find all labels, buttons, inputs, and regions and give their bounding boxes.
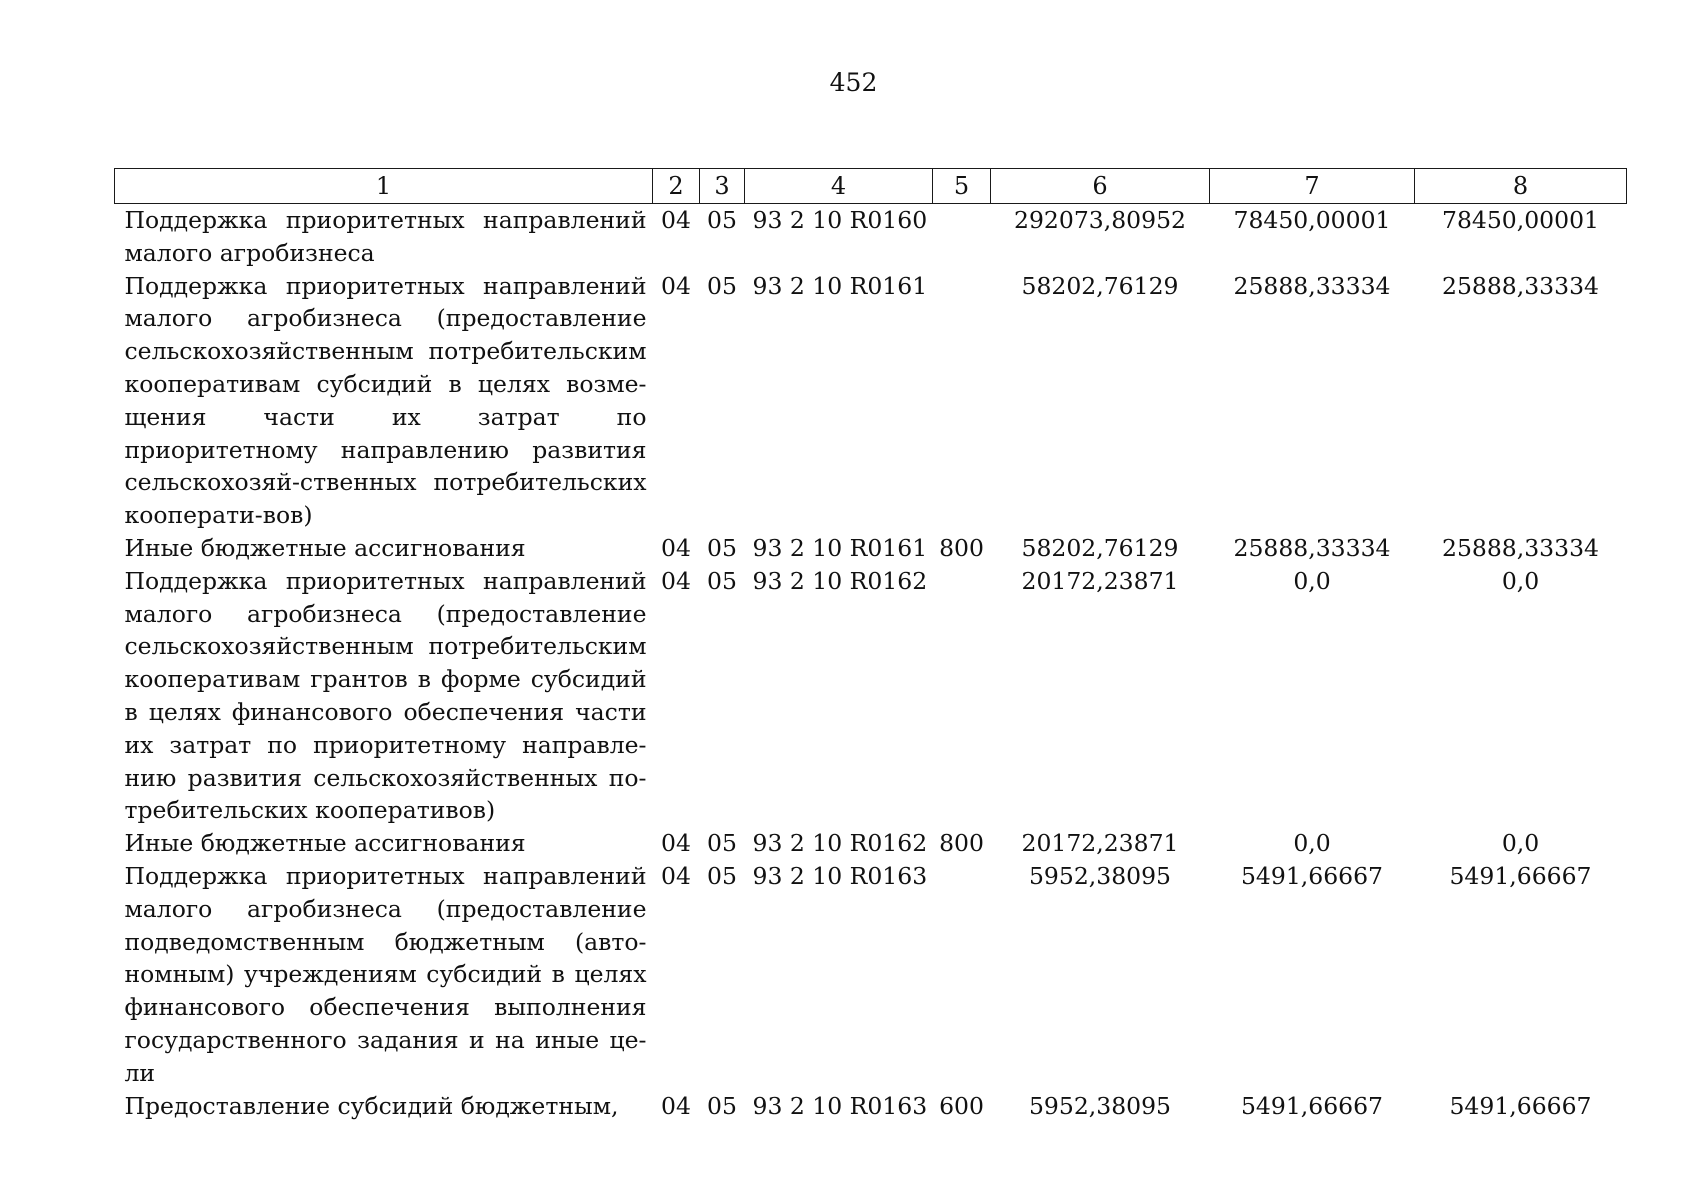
row-subsection: 05 — [707, 533, 737, 562]
row-subsection: 05 — [707, 829, 737, 858]
row-amount-col6: 58202,76129 — [1021, 271, 1179, 300]
row-target-code: 93 2 10 R0161 — [752, 271, 928, 300]
row-amount-col6: 5952,38095 — [1028, 1091, 1172, 1120]
row-target-code: 93 2 10 R0162 — [752, 566, 928, 595]
row-subsection: 05 — [707, 271, 737, 300]
table-row — [115, 565, 1627, 827]
budget-table — [114, 168, 1627, 1122]
row-subsection: 05 — [707, 566, 737, 595]
row-target-code: 93 2 10 R0163 — [752, 861, 928, 890]
row-name: Иные бюджетные ассигнования — [124, 533, 526, 562]
row-subsection: 05 — [707, 1091, 737, 1120]
budget-table-container — [114, 168, 1626, 1122]
row-name: Поддержка приоритетных направлений малого агробизнеса (предоставление подведомственным бюджетным (авто-номным) учреждениям субсидий в целях финансового обеспечения выполнения государственного задания и на иные це-ли — [124, 861, 647, 1087]
table-row — [115, 827, 1627, 860]
row-target-code: 93 2 10 R0160 — [752, 206, 928, 234]
row-amount-col7: 5491,66667 — [1240, 861, 1384, 890]
row-target-code: 93 2 10 R0162 — [752, 829, 928, 858]
table-row — [115, 860, 1627, 1090]
row-amount-col7: 78450,00001 — [1233, 206, 1391, 234]
header-col-5: 5 — [933, 169, 991, 204]
row-section: 04 — [661, 861, 691, 890]
row-expense-type: 800 — [939, 829, 984, 858]
row-name: Поддержка приоритетных направлений малого агробизнеса (предоставление сельскохозяйственным потребительским кооперативам субсидий в целях возме-щения части их затрат по приоритетному направлению развития сельскохозяй-ственных потребительских кооперати-вов) — [124, 271, 647, 530]
table-header — [115, 169, 1627, 204]
header-col-4: 4 — [745, 169, 933, 204]
row-amount-col7: 0,0 — [1293, 566, 1331, 595]
page-number: 452 — [829, 68, 878, 97]
row-amount-col8: 5491,66667 — [1449, 1091, 1592, 1120]
table-row — [115, 204, 1627, 270]
row-amount-col7: 25888,33334 — [1233, 533, 1391, 562]
row-section: 04 — [661, 533, 691, 562]
row-amount-col8: 25888,33334 — [1442, 533, 1599, 562]
header-col-7: 7 — [1210, 169, 1415, 204]
row-name: Поддержка приоритетных направлений малого агробизнеса (предоставление сельскохозяйственным потребительским кооперативам грантов в форме субсидий в целях финансового обеспечения части их затрат по приоритетному направле-нию развития сельскохозяйственных по-требительских кооперативов) — [124, 566, 647, 825]
row-amount-col7: 0,0 — [1293, 829, 1331, 858]
row-amount-col6: 20172,23871 — [1021, 829, 1179, 858]
row-section: 04 — [661, 271, 691, 300]
row-amount-col6: 58202,76129 — [1021, 533, 1179, 562]
header-col-6: 6 — [991, 169, 1210, 204]
row-section: 04 — [661, 1091, 691, 1120]
row-section: 04 — [661, 829, 691, 858]
header-col-2: 2 — [653, 169, 700, 204]
row-expense-type: 600 — [939, 1091, 984, 1120]
row-name: Иные бюджетные ассигнования — [124, 829, 526, 858]
table-row — [115, 270, 1627, 532]
row-amount-col8: 78450,00001 — [1442, 206, 1599, 234]
row-amount-col6: 292073,80952 — [1014, 206, 1186, 234]
row-name: Предоставление субсидий бюджетным, — [124, 1091, 619, 1120]
table-row — [115, 532, 1627, 565]
row-expense-type — [933, 565, 991, 827]
row-section: 04 — [661, 566, 691, 595]
row-expense-type — [933, 860, 991, 1090]
row-subsection: 05 — [707, 861, 737, 890]
row-name: Поддержка приоритетных направлений малого агробизнеса — [124, 206, 647, 267]
row-amount-col7: 5491,66667 — [1240, 1091, 1384, 1120]
row-target-code: 93 2 10 R0161 — [752, 533, 928, 562]
header-col-8: 8 — [1415, 169, 1627, 204]
row-expense-type — [933, 270, 991, 532]
row-amount-col8: 25888,33334 — [1442, 271, 1599, 300]
table-body — [115, 204, 1627, 1123]
row-amount-col8: 0,0 — [1501, 566, 1540, 595]
row-expense-type: 800 — [939, 533, 984, 562]
row-amount-col8: 5491,66667 — [1449, 861, 1592, 890]
row-target-code: 93 2 10 R0163 — [752, 1091, 928, 1120]
header-row — [115, 169, 1627, 204]
row-amount-col7: 25888,33334 — [1233, 271, 1391, 300]
row-section: 04 — [661, 206, 691, 234]
header-col-3: 3 — [700, 169, 745, 204]
row-amount-col8: 0,0 — [1501, 829, 1540, 858]
table-row — [115, 1090, 1627, 1123]
row-expense-type — [933, 204, 991, 270]
row-amount-col6: 20172,23871 — [1021, 566, 1179, 595]
header-col-1: 1 — [115, 169, 653, 204]
row-amount-col6: 5952,38095 — [1028, 861, 1172, 890]
row-subsection: 05 — [707, 206, 737, 234]
